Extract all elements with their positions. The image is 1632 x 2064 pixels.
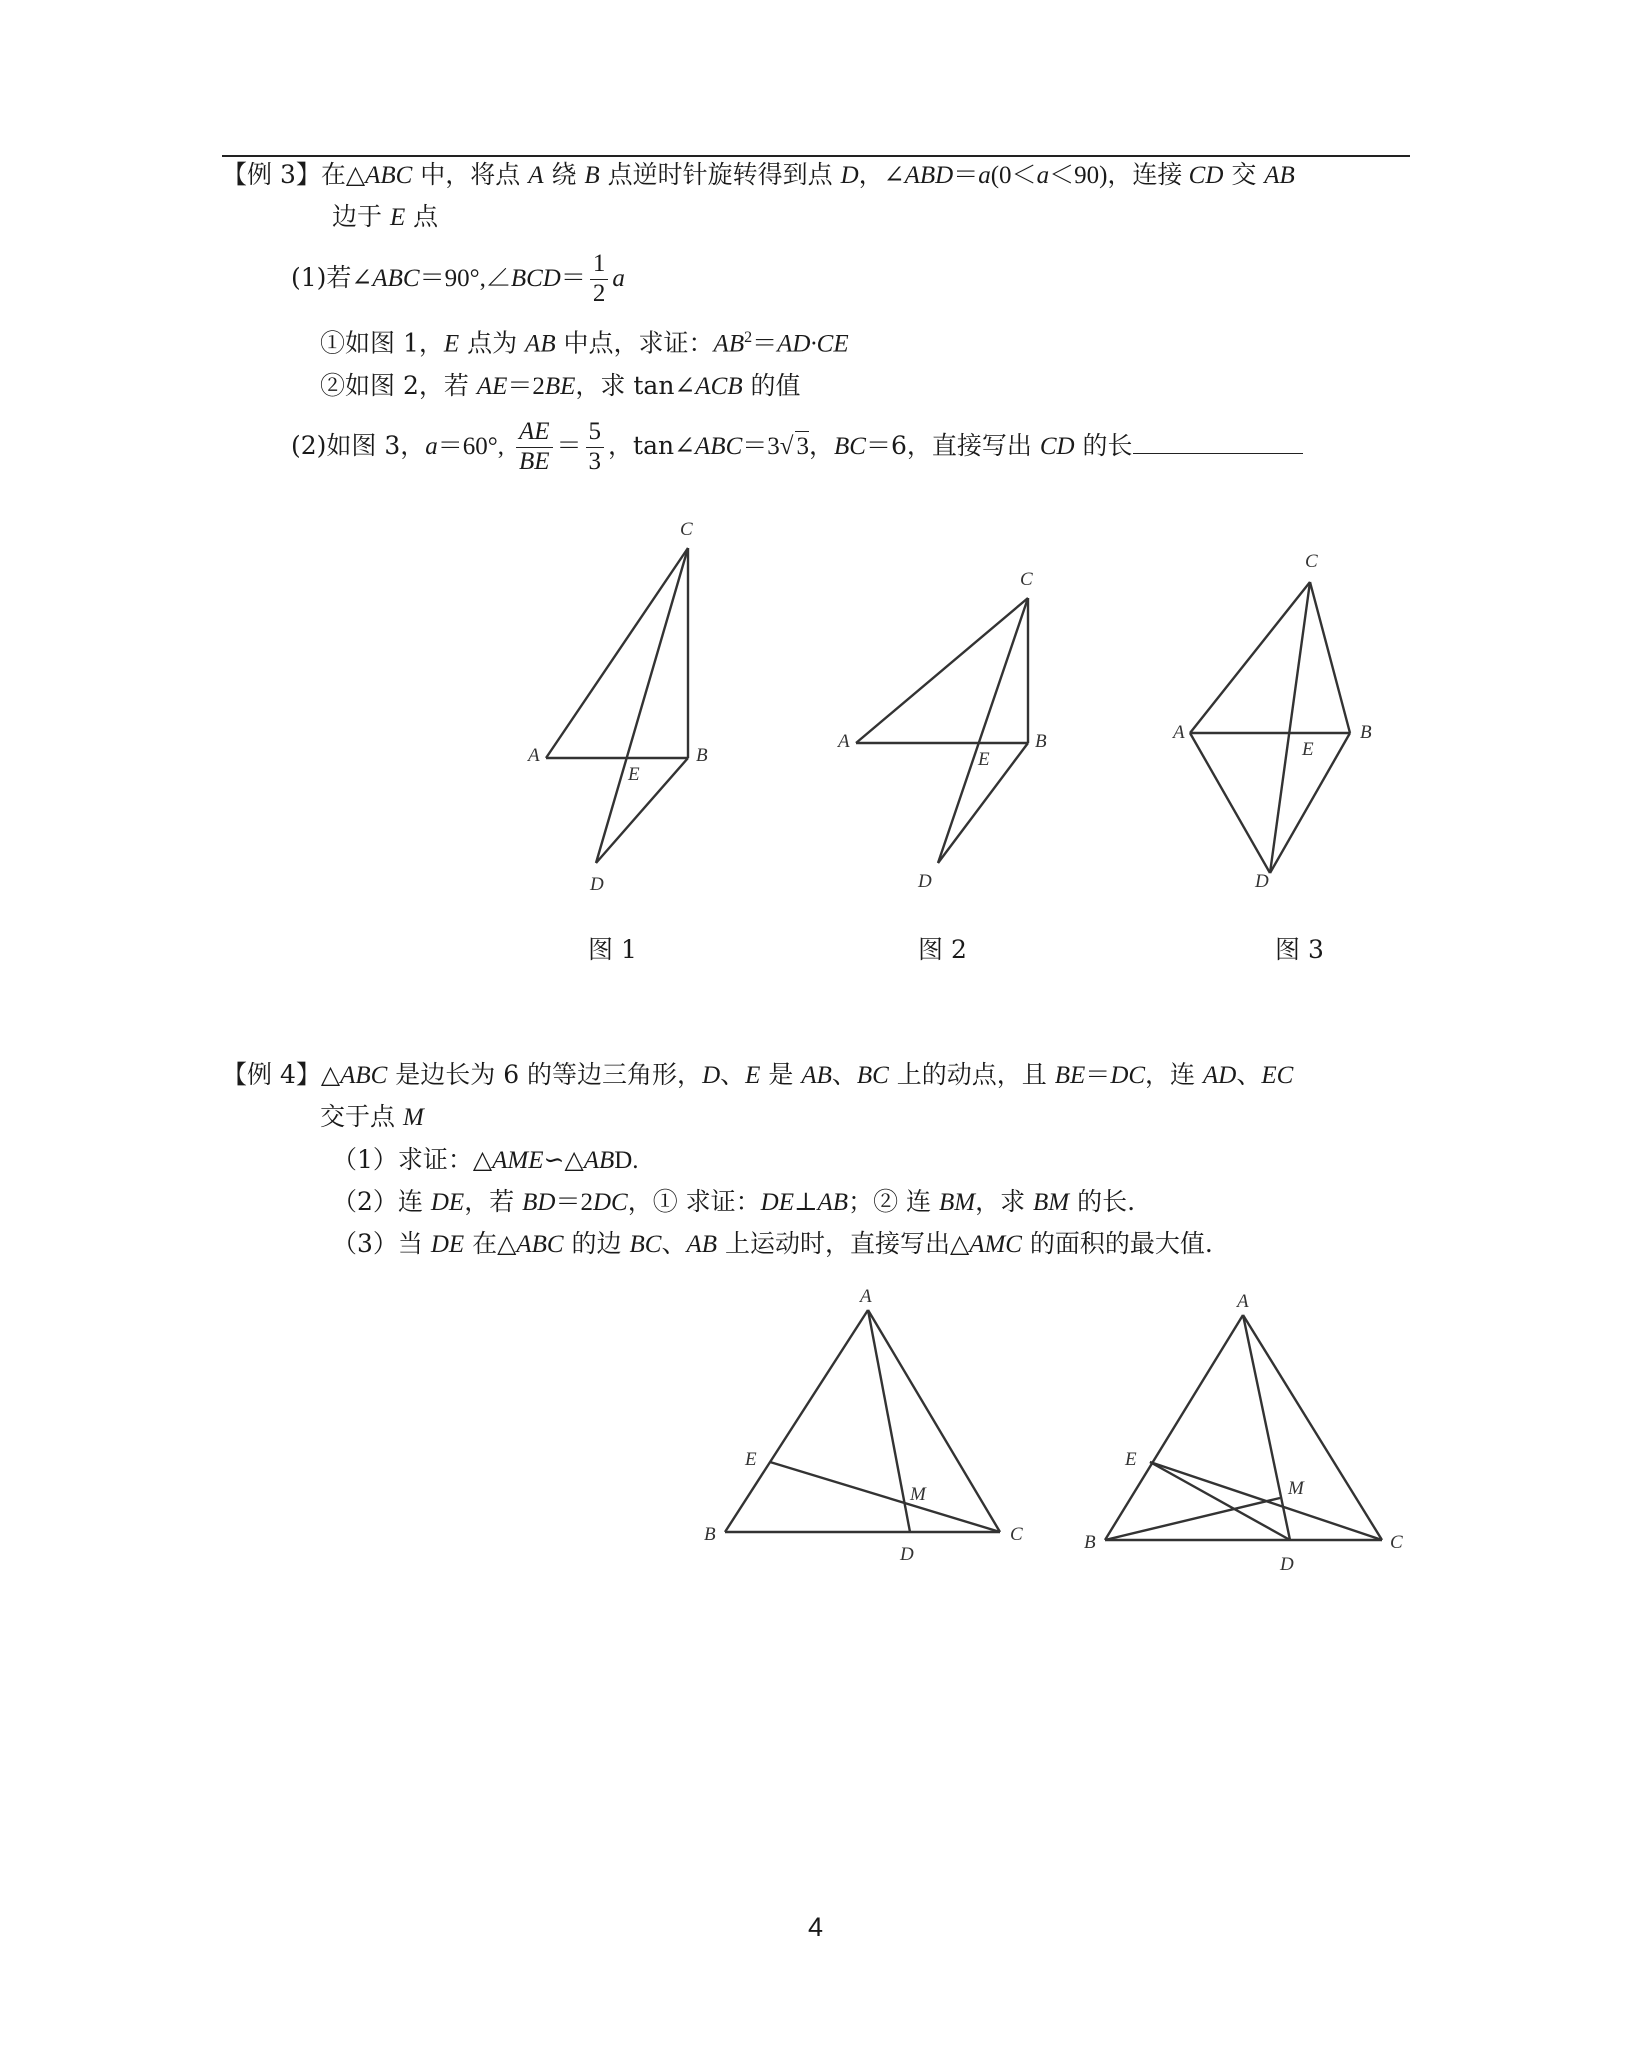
fig4a-label-a: A xyxy=(860,1286,872,1307)
fig3-label-c: C xyxy=(1305,551,1318,572)
fig4b-label-m: M xyxy=(1288,1478,1304,1499)
fraction-five-thirds: $\frac{5}{3}$ xyxy=(586,418,605,477)
caption-figure-3: 图 3 xyxy=(1275,935,1324,964)
fig1-label-d: D xyxy=(590,874,604,895)
example-3-part1: (1)若∠ABC＝90°,∠BCD＝ $\frac{1}{2}$ a xyxy=(291,250,625,307)
example-4-stem-line2: 交于点 M xyxy=(320,1102,424,1131)
fig4b-label-d: D xyxy=(1280,1554,1294,1575)
fig4b-segment-ab xyxy=(1105,1315,1243,1540)
fig2-label-b: B xyxy=(1035,731,1047,752)
fig4b-label-c: C xyxy=(1390,1532,1403,1553)
fig1-segment-ac xyxy=(546,548,688,758)
fig2-segment-cd xyxy=(938,598,1028,863)
figure-4-right xyxy=(1080,1280,1410,1580)
fig3-label-b: B xyxy=(1360,722,1372,743)
fig4b-label-a: A xyxy=(1237,1291,1249,1312)
fig4a-segment-ab xyxy=(725,1310,868,1532)
fig3-segment-cb xyxy=(1310,582,1350,733)
fig2-label-d: D xyxy=(918,871,932,892)
fig4b-label-b: B xyxy=(1084,1532,1096,1553)
figure-1 xyxy=(520,515,720,895)
fig1-label-a: A xyxy=(528,745,540,766)
fig4b-segment-ac xyxy=(1243,1315,1382,1540)
fig3-label-e: E xyxy=(1302,739,1314,760)
fig4a-label-e: E xyxy=(745,1449,757,1470)
fig4a-label-c: C xyxy=(1010,1524,1023,1545)
answer-blank xyxy=(1133,431,1303,454)
example-3-part1-i: ①如图 1，E 点为 AB 中点，求证：$AB^2=AD\cdot CE$ xyxy=(320,328,849,358)
fig4a-label-b: B xyxy=(704,1524,716,1545)
fig1-label-c: C xyxy=(680,519,693,540)
fraction-ae-be: $\frac{AE}{BE}$ xyxy=(516,418,553,477)
caption-figure-1: 图 1 xyxy=(588,935,637,964)
fig4b-label-e: E xyxy=(1125,1449,1137,1470)
fraction-one-half: $\frac{1}{2}$ xyxy=(590,250,609,309)
example-4-question-3: （3）当 DE 在△ABC 的边 BC、AB 上运动时，直接写出△AMC 的面积的最大值. xyxy=(332,1229,1213,1258)
fig1-label-b: B xyxy=(696,745,708,766)
page-number: 4 xyxy=(808,1912,824,1942)
example-3-stem: 【例 3】在△ABC 中，将点 A 绕 B 点逆时针旋转得到点 D，∠ABD＝a(0＜a＜90)，连接 CD 交 AB xyxy=(222,160,1295,189)
fig3-label-a: A xyxy=(1173,722,1185,743)
figure-4-left xyxy=(700,1280,1040,1570)
fig1-label-e: E xyxy=(628,764,640,785)
figure-2 xyxy=(830,565,1050,895)
figure-3 xyxy=(1165,545,1395,895)
fig2-label-a: A xyxy=(838,731,850,752)
example-4-question-1: （1）求证：△AME∽△ABD. xyxy=(332,1145,639,1174)
caption-figure-2: 图 2 xyxy=(918,935,967,964)
example-3-part1-ii: ②如图 2，若 AE＝2BE，求 tan∠ACB 的值 xyxy=(320,371,801,400)
header-rule xyxy=(222,155,1410,157)
example-4-question-2: （2）连 DE，若 BD＝2DC，① 求证：DE⊥AB；② 连 BM，求 BM 的长. xyxy=(332,1187,1136,1216)
fig3-label-d: D xyxy=(1255,871,1269,892)
fig1-segment-cd xyxy=(596,548,688,863)
fig1-segment-bd xyxy=(596,758,688,863)
example-3-stem-line2: 边于 E 点 xyxy=(332,202,439,231)
fig4a-label-m: M xyxy=(910,1484,926,1505)
example-4-stem: 【例 4】△ABC 是边长为 6 的等边三角形，D、E 是 AB、BC 上的动点，且 BE＝DC，连 AD、EC xyxy=(222,1060,1294,1089)
example-3-part2: (2)如图 3，a＝60°, $\frac{AE}{BE}$ ＝ $\frac{5}{3}$ ，tan∠ABC＝3√ 3，BC＝6，直接写出 CD 的长 xyxy=(291,418,1303,477)
fig2-label-e: E xyxy=(978,749,990,770)
fig4a-label-d: D xyxy=(900,1544,914,1565)
fig2-label-c: C xyxy=(1020,569,1033,590)
square-root: √ 3 xyxy=(779,432,809,460)
fig3-segment-ad xyxy=(1190,733,1270,873)
